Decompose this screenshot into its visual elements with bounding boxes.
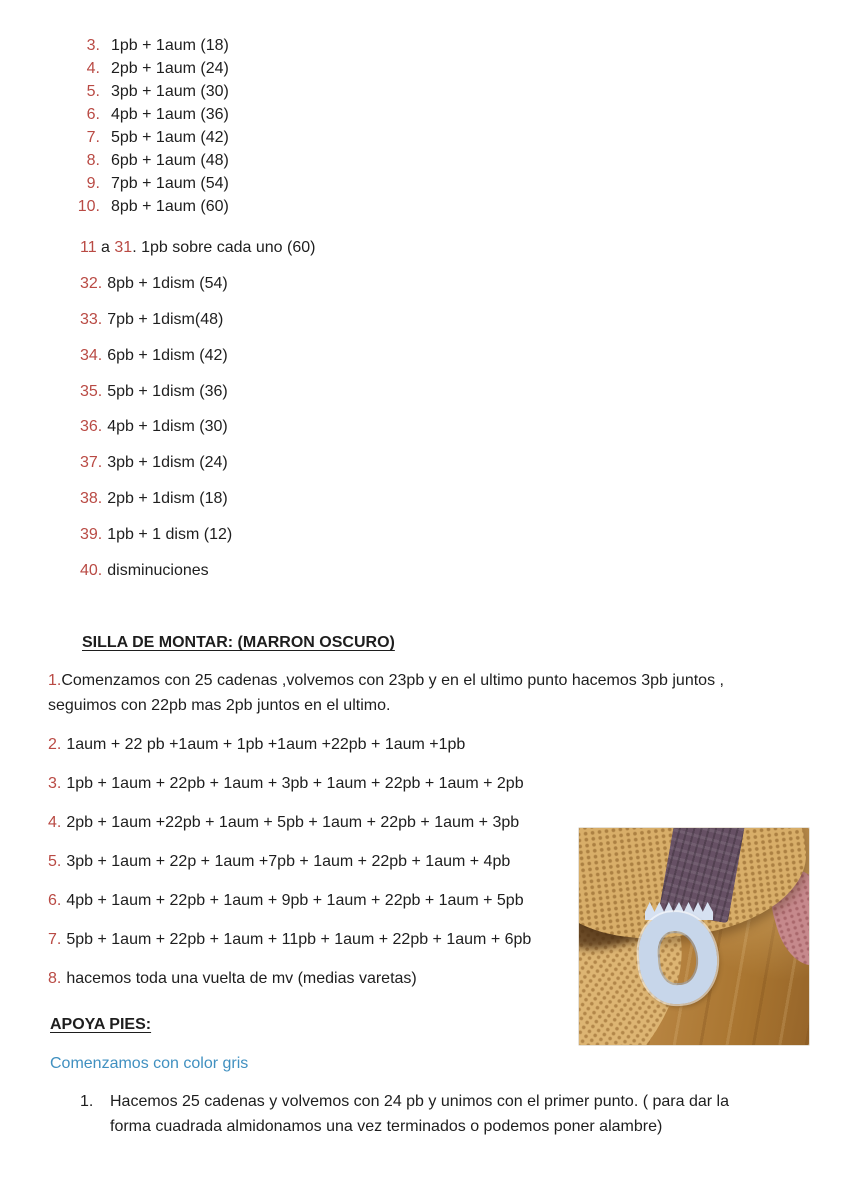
list-item-range [80,238,315,274]
list-number: 5. [86,83,100,100]
list-item [68,195,229,218]
list-text: 7pb + 1dism(48) [107,310,224,328]
list-number: 35. [80,382,103,400]
list-number: 40. [80,562,103,580]
step-number: 7. [48,931,62,948]
list-text: 8pb + 1dism (54) [107,274,228,292]
list-text: 4pb + 1dism (30) [107,418,228,436]
saddle-step [48,732,760,757]
list-text: 2pb + 1aum (24) [111,60,229,77]
range-to: 31 [114,239,133,256]
list-item [68,80,229,103]
list-text: 3pb + 1dism (24) [107,454,228,472]
list-item [80,310,315,346]
list-text: 5pb + 1dism (36) [107,382,228,400]
list-text: 4pb + 1aum (36) [111,106,229,123]
step-text: Comenzamos con 25 cadenas ,volvemos con 23pb y en el ultimo punto hacemos 3pb juntos , seguimos con 22pb mas 2pb juntos en el ultimo. [48,672,724,714]
saddle-step [48,771,760,796]
list-number: 33. [80,310,103,328]
list-item [80,453,315,489]
step-text: 1aum + 22 pb +1aum + 1pb +1aum +22pb + 1aum +1pb [66,736,466,753]
list-number: 10. [77,198,100,215]
list-text: 7pb + 1aum (54) [111,175,229,192]
list-item [68,149,229,172]
footrest-section-heading: APOYA PIES: [50,1016,152,1033]
list-number: 4. [86,60,100,77]
list-text: 6pb + 1aum (48) [111,152,229,169]
list-item [80,489,315,525]
rounds-increase-list [68,34,229,218]
step-number: 1. [80,1093,94,1110]
list-text: 1pb + 1 dism (12) [107,526,233,544]
step-number: 6. [48,892,62,909]
step-number: 2. [48,736,62,753]
step-text: 3pb + 1aum + 22p + 1aum +7pb + 1aum + 22pb + 1aum + 4pb [66,853,511,870]
step-text: 4pb + 1aum + 22pb + 1aum + 9pb + 1aum + 22pb + 1aum + 5pb [66,892,524,909]
list-text: 8pb + 1aum (60) [111,198,229,215]
list-number: 8. [86,152,100,169]
list-item [68,172,229,195]
list-item [68,34,229,57]
list-text: 6pb + 1dism (42) [107,346,228,364]
list-number: 38. [80,490,103,508]
step-text: 2pb + 1aum +22pb + 1aum + 5pb + 1aum + 22pb + 1aum + 3pb [66,814,520,831]
list-item [80,561,315,597]
step-text: 1pb + 1aum + 22pb + 1aum + 3pb + 1aum + 22pb + 1aum + 2pb [66,775,524,792]
list-number: 39. [80,526,103,544]
step-number: 8. [48,970,62,987]
saddle-step [48,668,760,718]
list-number: 32. [80,274,103,292]
list-item [80,382,315,418]
range-from: 11 [80,239,97,256]
range-text: . 1pb sobre cada uno (60) [132,239,316,256]
list-item [68,57,229,80]
step-number: 4. [48,814,62,831]
list-text: 1pb + 1aum (18) [111,37,229,54]
list-number: 3. [86,37,100,54]
list-item [80,274,315,310]
list-text: 2pb + 1dism (18) [107,490,228,508]
footrest-intro: Comenzamos con color gris [50,1055,249,1072]
saddle-section-heading: SILLA DE MONTAR: (MARRON OSCURO) [82,634,395,651]
list-item [80,346,315,382]
step-text: hacemos toda una vuelta de mv (medias varetas) [66,970,417,987]
list-number: 36. [80,418,103,436]
step-text: Hacemos 25 cadenas y volvemos con 24 pb y unimos con el primer punto. ( para dar la forma cuadrada almidonamos una vez terminados o podemos poner alambre) [110,1093,729,1135]
list-number: 7. [86,129,100,146]
list-text: 5pb + 1aum (42) [111,129,229,146]
list-text: 3pb + 1aum (30) [111,83,229,100]
step-text: 5pb + 1aum + 22pb + 1aum + 11pb + 1aum + 22pb + 1aum + 6pb [66,931,532,948]
list-number: 37. [80,454,103,472]
step-number: 1. [48,672,62,689]
step-number: 3. [48,775,62,792]
list-item [80,525,315,561]
list-item [68,126,229,149]
footrest-section [48,1014,760,1139]
range-joiner: a [96,239,115,256]
list-text: disminuciones [107,562,209,580]
list-number: 9. [86,175,100,192]
rounds-decrease-list [80,238,315,597]
list-item [80,417,315,453]
footrest-step [80,1089,760,1139]
list-number: 34. [80,346,103,364]
list-number: 6. [86,106,100,123]
list-item [68,103,229,126]
step-number: 5. [48,853,62,870]
